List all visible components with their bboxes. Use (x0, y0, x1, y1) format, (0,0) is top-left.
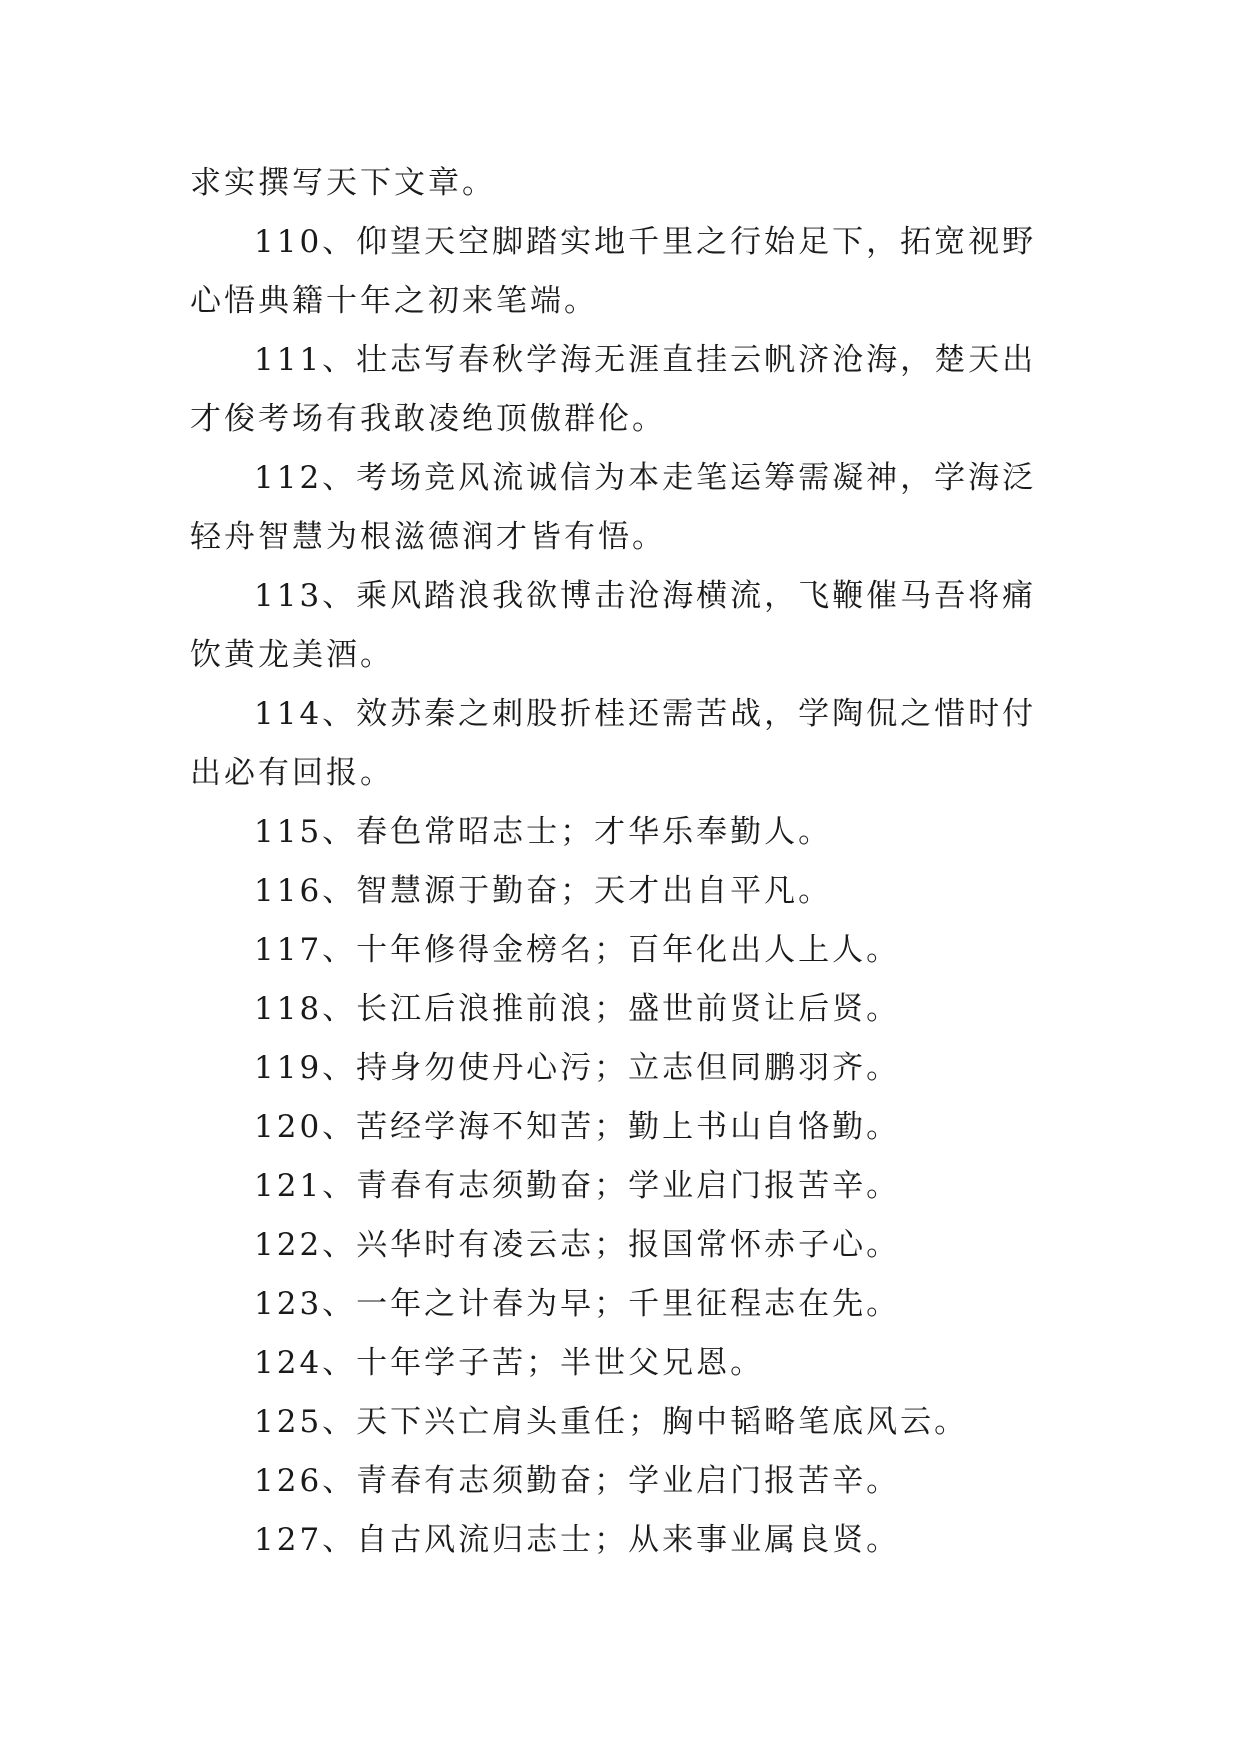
paragraph-110: 110、仰望天空脚踏实地千里之行始足下，拓宽视野心悟典籍十年之初来笔端。 (190, 224, 1037, 319)
paragraph-117: 117、十年修得金榜名；百年化出人上人。 (254, 932, 901, 968)
paragraph-119: 119、持身勿使丹心污；立志但同鹏羽齐。 (254, 1050, 901, 1086)
paragraph-121: 121、青春有志须勤奋；学业启门报苦辛。 (254, 1168, 901, 1204)
paragraph-113: 113、乘风踏浪我欲博击沧海横流，飞鞭催马吾将痛饮黄龙美酒。 (190, 578, 1037, 673)
paragraph-126: 126、青春有志须勤奋；学业启门报苦辛。 (254, 1463, 901, 1499)
paragraph-120: 120、苦经学海不知苦；勤上书山自恪勤。 (254, 1109, 901, 1145)
document-body (190, 154, 1070, 1570)
paragraph-124: 124、十年学子苦；半世父兄恩。 (254, 1345, 765, 1381)
paragraph-111: 111、壮志写春秋学海无涯直挂云帆济沧海，楚天出才俊考场有我敢凌绝顶傲群伦。 (190, 342, 1037, 437)
paragraph-127: 127、自古风流归志士；从来事业属良贤。 (254, 1522, 901, 1558)
paragraph-118: 118、长江后浪推前浪；盛世前贤让后贤。 (254, 991, 901, 1027)
paragraph-122: 122、兴华时有凌云志；报国常怀赤子心。 (254, 1227, 901, 1263)
paragraph-114: 114、效苏秦之刺股折桂还需苦战，学陶侃之惜时付出必有回报。 (190, 696, 1037, 791)
paragraph-continuation: 求实撰写天下文章。 (190, 165, 496, 201)
paragraph-123: 123、一年之计春为早；千里征程志在先。 (254, 1286, 901, 1322)
paragraph-115: 115、春色常昭志士；才华乐奉勤人。 (254, 814, 833, 850)
paragraph-125: 125、天下兴亡肩头重任；胸中韬略笔底风云。 (254, 1404, 969, 1440)
paragraph-112: 112、考场竞风流诚信为本走笔运筹需凝神，学海泛轻舟智慧为根滋德润才皆有悟。 (190, 460, 1037, 555)
paragraph-116: 116、智慧源于勤奋；天才出自平凡。 (254, 873, 833, 909)
